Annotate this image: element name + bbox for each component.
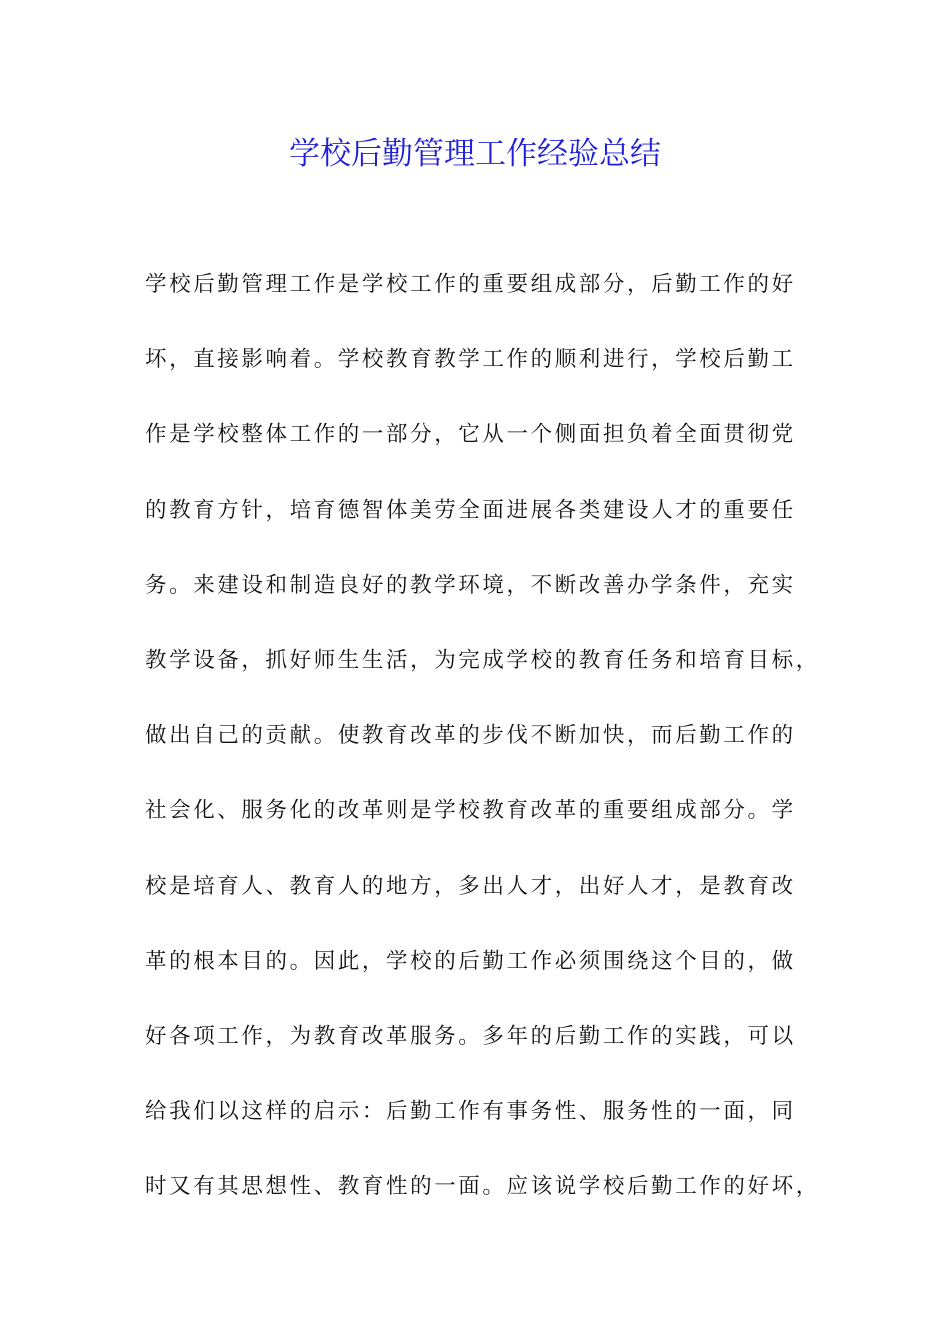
body-line: 给我们以这样的启示：后勤工作有事务性、服务性的一面，同 (145, 1099, 796, 1125)
body-line: 做出自己的贡献。使教育改革的步伐不断加快，而后勤工作的 (145, 723, 796, 749)
body-line: 革的根本目的。因此，学校的后勤工作必须围绕这个目的，做 (145, 948, 796, 974)
body-line: 校是培育人、教育人的地方，多出人才，出好人才，是教育改 (145, 873, 796, 899)
body-line: 社会化、服务化的改革则是学校教育改革的重要组成部分。学 (145, 798, 796, 824)
body-line: 的教育方针，培育德智体美劳全面进展各类建设人才的重要任 (145, 497, 796, 523)
body-line: 作是学校整体工作的一部分，它从一个侧面担负着全面贯彻党 (145, 422, 796, 448)
body-line: 好各项工作，为教育改革服务。多年的后勤工作的实践，可以 (145, 1023, 796, 1049)
document-body (145, 262, 820, 1239)
document-title: 学校后勤管理工作经验总结 (289, 136, 661, 172)
body-line: 教学设备，抓好师生生活，为完成学校的教育任务和培育目标， (145, 647, 820, 673)
body-line: 学校后勤管理工作是学校工作的重要组成部分，后勤工作的好 (145, 272, 796, 297)
body-line: 务。来建设和制造良好的教学环境，不断改善办学条件，充实 (145, 572, 796, 598)
body-line: 坏，直接影响着。学校教育教学工作的顺利进行，学校后勤工 (145, 347, 796, 373)
body-line: 时又有其思想性、教育性的一面。应该说学校后勤工作的好坏， (145, 1174, 820, 1200)
